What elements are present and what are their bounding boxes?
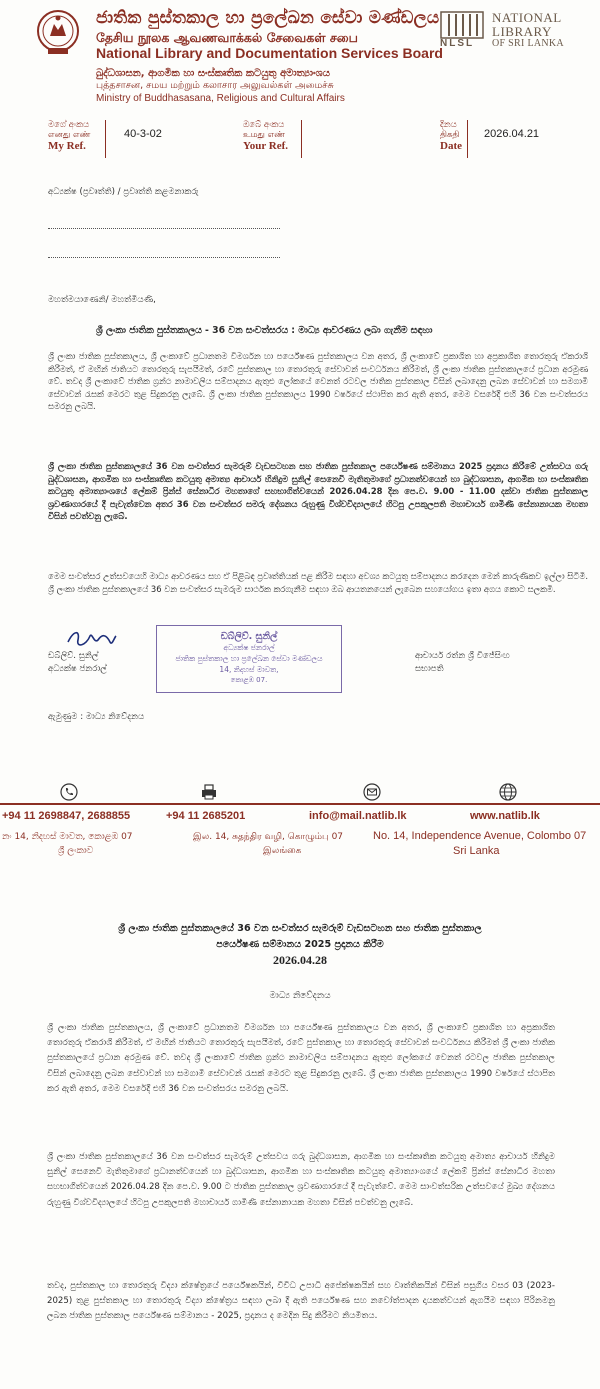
signer-right-name: ආචාර්ය රත්න ශ්‍රී විජේසිංහ xyxy=(415,651,510,661)
my-ref-label: මගේ අංකය எனது எண் My Ref. xyxy=(48,120,91,152)
phone-icon xyxy=(60,783,78,801)
footer-website[interactable]: www.natlib.lk xyxy=(470,810,540,822)
attachment-note: ඇමුණුම : මාධ්‍ය නිවේදනය xyxy=(48,712,145,722)
press-date: 2026.04.28 xyxy=(273,953,327,967)
org-name-english: National Library and Documentation Services Board xyxy=(96,45,443,61)
signer-right-title: සභාපති xyxy=(415,664,444,674)
signer-left-name: ඩබ්ලිව්. සුනිල් xyxy=(48,651,99,661)
fax-icon xyxy=(200,783,218,801)
footer-address-tamil: இல. 14, சுதந்திர வழி, கொழும்பு 07 xyxy=(193,832,344,842)
press-paragraph-1: ශ්‍රී ලංකා ජාතික පුස්තකාලය, ශ්‍රී ලංකාවේ ප්‍රධානතම විමර්ශන හා පර්යේෂණ පුස්තකාලය වන අතර, ශ්‍රී ලංකාවේ ප්‍රකාශිත හා අප්‍රකාශිත තොරතුරු ඒකරාශි කිරීමත්, ඒ මඟින් ජාතියට තොරතුරු සැපයීමත්, රටේ පුස්තකාල හා තොරතුරු සේවාවන් සංවර්ධනය කිරීමත් ශ්‍රී ලංකා ජාතික පුස්තකාලයේ ප්‍රධාන අරමුණ වේ. තවද ශ්‍රී ලංකාවේ ජාතික ග්‍රන්ථ නාමාවලිය සම්පාදනය ඇතුළු ලෝකයේ වෙනත් රටවල ජාතික පුස්තකාල විසින් ලබාදෙනු ලබන සේවාවන් හා සමගාමී සේවාවන් රැසක් මෙරට තුළ සිදුකරනු ලැබේ. ශ්‍රී ලංකා ජාතික පුස්තකාලය 1990 වර්ෂයේ ස්ථාපිත කර ඇති අතර, මෙම වසරේදී එහි 36 වන සංවත්සරය සමරනු ලබයි. xyxy=(47,1023,555,1094)
official-stamp: ඩබ්ලිව්. සුනිල් අධ්‍යක්ෂ ජනරාල් ජාතික පුස්තකාල හා ප්‍රලේඛන සේවා මණ්ඩලය 14, නිදහස් මාවත, කොළඹ 07. xyxy=(156,625,342,693)
footer-email[interactable]: info@mail.natlib.lk xyxy=(309,810,407,822)
logo-text-of-sri-lanka: OF SRI LANKA xyxy=(492,38,564,49)
logo-text-national: NATIONAL xyxy=(492,10,562,25)
footer-phone[interactable]: +94 11 2698847, 2688855 xyxy=(2,810,131,822)
logo-text-library: LIBRARY xyxy=(492,24,552,39)
signer-left-title: අධ්‍යක්ෂ ජනරාල් xyxy=(48,664,107,674)
org-name-sinhala: ජාතික පුස්තකාල හා ප්‍රලේඛන සේවා මණ්ඩලය xyxy=(96,8,440,28)
date-value: 2026.04.21 xyxy=(484,128,540,140)
address-line-1 xyxy=(48,228,280,229)
address-line-2 xyxy=(48,257,280,258)
press-paragraph-3: තවද, පුස්තකාල හා තොරතුරු විද්‍යා ක්ෂේත්‍රයේ පර්යේෂකයින්, විවිධ උපාධි අපේක්ෂකයින් සහ වෘත්තිකයින් විසින් පසුගිය වසර 03 (2023-2025) තුළ පුස්තකාල හා තොරතුරු විද්‍යා ක්ෂේත්‍රය සඳහා ලබා දී ඇති පර්යේෂණ සහ නවෝත්පාදන දායකත්වයන් ඇගයීම සඳහා පිරිනමනු ලබන ජාතික පුස්තකාල පර්යේෂණ සම්මානය - 2025, ප්‍රදානය ද මෙදින සිදු කිරීමට නියමිතය. xyxy=(47,1281,555,1322)
footer-address-english: No. 14, Independence Avenue, Colombo 07 xyxy=(373,830,587,842)
email-icon xyxy=(363,783,381,801)
my-ref-value: 40-3-02 xyxy=(124,128,162,140)
ministry-tamil: புத்தசாசன, சமய மற்றும் கலாசார அலுவல்கள் அமைச்சு xyxy=(96,80,334,91)
your-ref-label: ඔබේ අංකය உமது எண் Your Ref. xyxy=(243,120,289,152)
ministry-english: Ministry of Buddhasasana, Religious and Cultural Affairs xyxy=(96,93,345,104)
globe-icon xyxy=(499,783,517,801)
letter-paragraph-2: ශ්‍රී ලංකා ජාතික පුස්තකාලයේ 36 වන සංවත්සර සැමරුම් වැඩසටහන සහ ජාතික පුස්තකාල පර්යේෂණ සම්මානය 2025 ප්‍රදානය කිරීමේ උත්සවය ගරු බුද්ධශාසන, ආගමික හා සංස්කෘතික කටයුතු අමාත්‍ය ආචාර්ය හිනිදුම සුනිල් සෙනෙවි මැතිතුමාගේ ප්‍රධානත්වයෙන් හා බුද්ධශාසන, ආගමික හා සංස්කෘතික කටයුතු අමාත්‍යාංශයේ ලේකම් ප්‍රින්ස් සේනාධීර මහතාගේ සහභාගිත්වයෙන් 2026.04.28 දින පෙ.ව. 9.00 - 11.00 දක්වා ජාතික පුස්තකාල ශ්‍රවණාගාරයේ දී පැවැත්වෙන අතර 36 වන සංවත්සර සමරු දේශනය රුහුණු විශ්වවිද්‍යාලයේ හිටපු උපකුලපති මහාචාර්ය ගාමිණී සේනානායක මහතා විසින් පවත්වනු ලැබේ. xyxy=(48,461,588,522)
press-paragraph-2: ශ්‍රී ලංකා ජාතික පුස්තකාලයේ 36 වන සංවත්සර සැමරුම් උත්සවය ගරු බුද්ධශාසන, ආගමික හා සංස්කෘතික කටයුතු අමාත්‍ය ආචාර්ය හිනිදුම සුනිල් සෙනෙවි මැතිතුමාගේ ප්‍රධානත්වයෙන් හා බුද්ධශාසන, ආගමික හා සංස්කෘතික කටයුතු අමාත්‍යාංශයේ ලේකම් ප්‍රින්ස් සේනාධීර මහතා සහභාගිත්වයෙන් 2026.04.28 දින පෙ.ව. 9.00 ට ජාතික පුස්තකාල ශ්‍රවණාගාරයේ දී පැවැත්වේ. මෙම සාංවත්සරික උත්සවයේ මුඛ්‍ය දේශනය රුහුණු විශ්වවිද්‍යාලයේ හිටපු උපකුලපති මහාචාර්ය ගාමිණී සේනානායක මහතා විසින් පවත්වනු ලැබේ. xyxy=(47,1152,555,1208)
letter-paragraph-1: ශ්‍රී ලංකා ජාතික පුස්තකාලය, ශ්‍රී ලංකාවේ ප්‍රධානතම විමර්ශන හා පර්යේෂණ පුස්තකාලය වන අතර, ශ්‍රී ලංකාවේ ප්‍රකාශිත හා අප්‍රකාශිත තොරතුරු ඒකරාශි කිරීමත්, ඒ මඟින් ජාතියට තොරතුරු සැපයීමත්, රටේ පුස්තකාල හා තොරතුරු සේවාවන් සංවර්ධනය කිරීමත්, ශ්‍රී ලංකා ජාතික පුස්තකාලයේ ප්‍රධාන අරමුණ වේ. තවද ශ්‍රී ලංකාවේ ජාතික ග්‍රන්ථ නාමාවලිය සම්පාදනය ඇතුළු ලෝකයේ වෙනත් රටවල ජාතික පුස්තකාල විසින් ලබාදෙනු ලබන සේවාවන් හා සමගාමී සේවාවන් රැසක් මෙරට තුළ සිදුකරනු ලැබේ. ශ්‍රී ලංකා ජාතික පුස්තකාලය 1990 වර්ෂයේ ස්ථාපිත කර ඇති අතර, මෙම වසරේදී එහි 36 වන සංවත්සරය සමරනු ලබයි. xyxy=(48,351,588,412)
signature-icon xyxy=(64,628,118,650)
footer-address-sinhala: නං 14, නිදහස් මාවත, කොළඹ 07 xyxy=(2,832,133,842)
footer-fax: +94 11 2685201 xyxy=(166,810,246,822)
logo-letters: NLSL xyxy=(440,38,475,49)
org-name-tamil: தேசிய நூலக ஆவணவாக்கல் சேவைகள் சபை xyxy=(96,30,358,45)
press-title-line-2: පර්යේෂණ සම්මානය 2025 ප්‍රදානය කිරීම xyxy=(216,939,384,950)
national-emblem-icon xyxy=(36,8,80,58)
footer-divider xyxy=(0,803,600,805)
date-label: දිනය திகதி Date xyxy=(440,120,462,152)
addressee: අධ්‍යක්ෂ (ප්‍රවෘත්ති) / ප්‍රවෘත්ති කළමනාකරු xyxy=(48,187,199,197)
footer-country-tamil: இலங்கை xyxy=(263,846,302,856)
salutation: මහත්මයාණෙනි/ මහත්මියණි, xyxy=(48,295,156,305)
press-subtitle: මාධ්‍ය නිවේදනය xyxy=(269,991,331,1001)
letter-paragraph-3: මෙම සංවත්සර උත්සවයෙහි මාධ්‍ය ආවරණය සහ ඒ පිළිබඳ ප්‍රවෘත්තියක් පළ කිරීම සඳහා අවශ්‍ය කටයුතු සම්පාදනය කරදෙන මෙන් කාරුණිකව ඉල්ලා සිටිමි. ශ්‍රී ලංකා ජාතික පුස්තකාලයේ 36 වන සංවත්සර සැමරුම සාර්ථක කරගැනීම සඳහා ඔබ ආයතනයෙන් ලැබෙන සහයෝගය ඉතා අගය කොට සලකමි. xyxy=(48,571,588,594)
subject-line: ශ්‍රී ලංකා ජාතික පුස්තකාලය - 36 වන සංවත්සරය : මාධ්‍ය ආවරණය ලබා ගැනීම සඳහා xyxy=(96,325,433,336)
footer-country-english: Sri Lanka xyxy=(453,845,500,857)
press-title-line-1: ශ්‍රී ලංකා ජාතික පුස්තකාලයේ 36 වන සංවත්සර සැමරුම් වැඩසටහන සහ ජාතික පුස්තකාල xyxy=(118,923,482,934)
ministry-sinhala: බුද්ධශාසන, ආගමික හා සංස්කෘතික කටයුතු අමාත්‍යාංශය xyxy=(96,68,330,79)
footer-country-sinhala: ශ්‍රී ලංකාව xyxy=(58,846,94,856)
